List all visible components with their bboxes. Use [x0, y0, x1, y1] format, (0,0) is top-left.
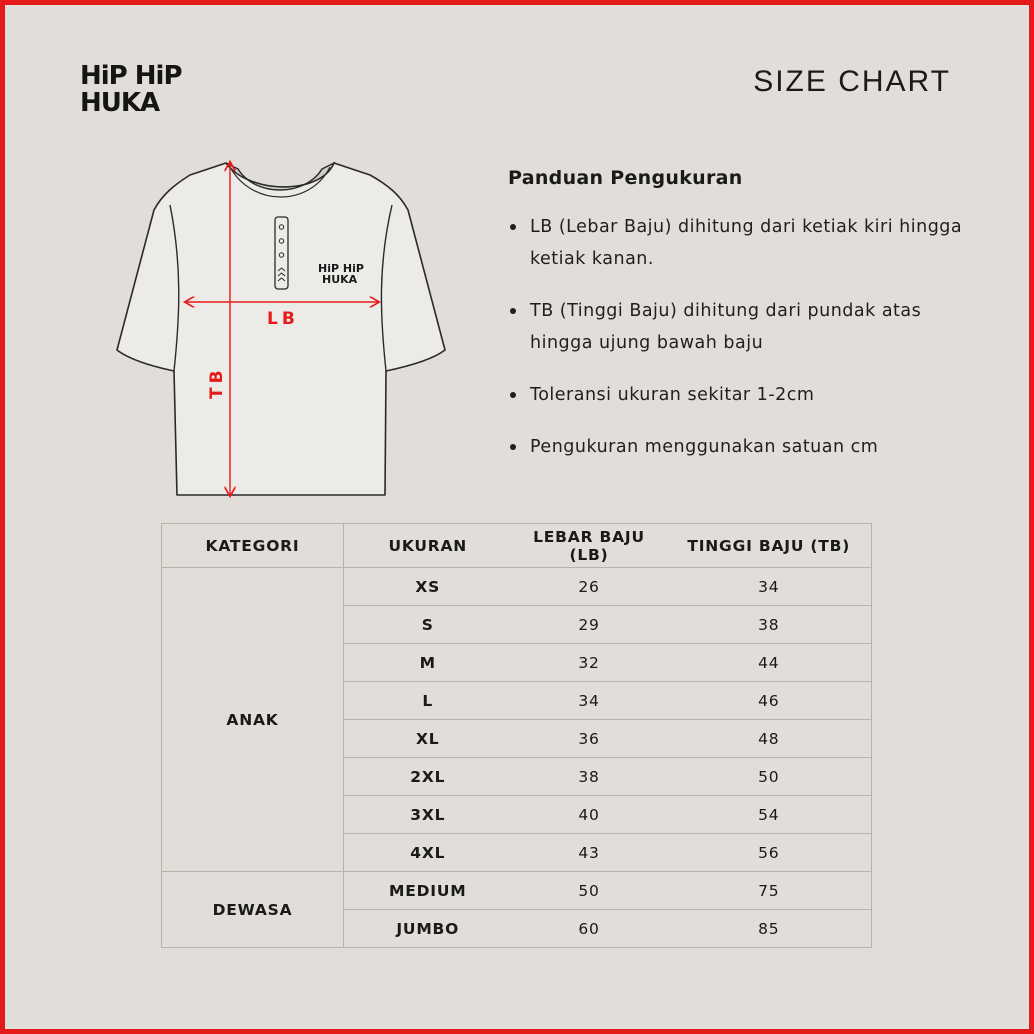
- size-cell: MEDIUM: [344, 872, 512, 910]
- body-height-cell: 46: [667, 682, 872, 720]
- chest-width-cell: 60: [512, 910, 667, 948]
- body-height-cell: 50: [667, 758, 872, 796]
- size-cell: 3XL: [344, 796, 512, 834]
- chest-width-cell: 40: [512, 796, 667, 834]
- header-category: KATEGORI: [162, 524, 344, 568]
- table-row: [162, 872, 872, 910]
- measurement-guide: [508, 167, 968, 483]
- size-cell: XS: [344, 568, 512, 606]
- chest-width-cell: 50: [512, 872, 667, 910]
- body-height-cell: 56: [667, 834, 872, 872]
- guide-item: Pengukuran menggunakan satuan cm: [508, 431, 968, 463]
- brand-logo-line-1: HiP HiP: [80, 61, 182, 91]
- chest-width-cell: 32: [512, 644, 667, 682]
- body-height-label: TB: [207, 366, 227, 399]
- chest-width-cell: 38: [512, 758, 667, 796]
- body-height-cell: 75: [667, 872, 872, 910]
- chest-width-cell: 29: [512, 606, 667, 644]
- guide-item: Toleransi ukuran sekitar 1-2cm: [508, 379, 968, 411]
- category-cell: DEWASA: [162, 872, 344, 948]
- guide-item: LB (Lebar Baju) dihitung dari ketiak kiri hingga ketiak kanan.: [508, 211, 968, 275]
- chest-width-cell: 36: [512, 720, 667, 758]
- chest-width-cell: 43: [512, 834, 667, 872]
- size-cell: S: [344, 606, 512, 644]
- chest-width-label: LB: [267, 309, 299, 329]
- table-row: [162, 568, 872, 606]
- chest-width-cell: 26: [512, 568, 667, 606]
- size-table: [161, 523, 872, 948]
- header-body-height: TINGGI BAJU (TB): [667, 524, 872, 568]
- chest-logo-line-2: HUKA: [322, 273, 358, 286]
- guide-heading: Panduan Pengukuran: [508, 167, 743, 189]
- tshirt-outline: [117, 163, 445, 495]
- header-size: UKURAN: [344, 524, 512, 568]
- chest-logo-line-1: HiP HiP: [318, 262, 364, 275]
- category-cell: ANAK: [162, 568, 344, 872]
- table-header-row: [162, 524, 872, 568]
- tshirt-diagram: [110, 155, 460, 505]
- header-chest-width: LEBAR BAJU (LB): [512, 524, 667, 568]
- body-height-cell: 48: [667, 720, 872, 758]
- size-cell: L: [344, 682, 512, 720]
- body-height-cell: 44: [667, 644, 872, 682]
- size-cell: JUMBO: [344, 910, 512, 948]
- page-title: SIZE CHART: [753, 65, 951, 98]
- guide-item: TB (Tinggi Baju) dihitung dari pundak atas hingga ujung bawah baju: [508, 295, 968, 359]
- brand-logo: [80, 63, 182, 117]
- body-height-cell: 34: [667, 568, 872, 606]
- body-height-cell: 85: [667, 910, 872, 948]
- size-cell: M: [344, 644, 512, 682]
- size-cell: 4XL: [344, 834, 512, 872]
- chest-width-cell: 34: [512, 682, 667, 720]
- body-height-cell: 38: [667, 606, 872, 644]
- guide-list: [508, 211, 968, 463]
- brand-logo-line-2: HUKA: [80, 88, 160, 118]
- size-cell: 2XL: [344, 758, 512, 796]
- size-cell: XL: [344, 720, 512, 758]
- body-height-cell: 54: [667, 796, 872, 834]
